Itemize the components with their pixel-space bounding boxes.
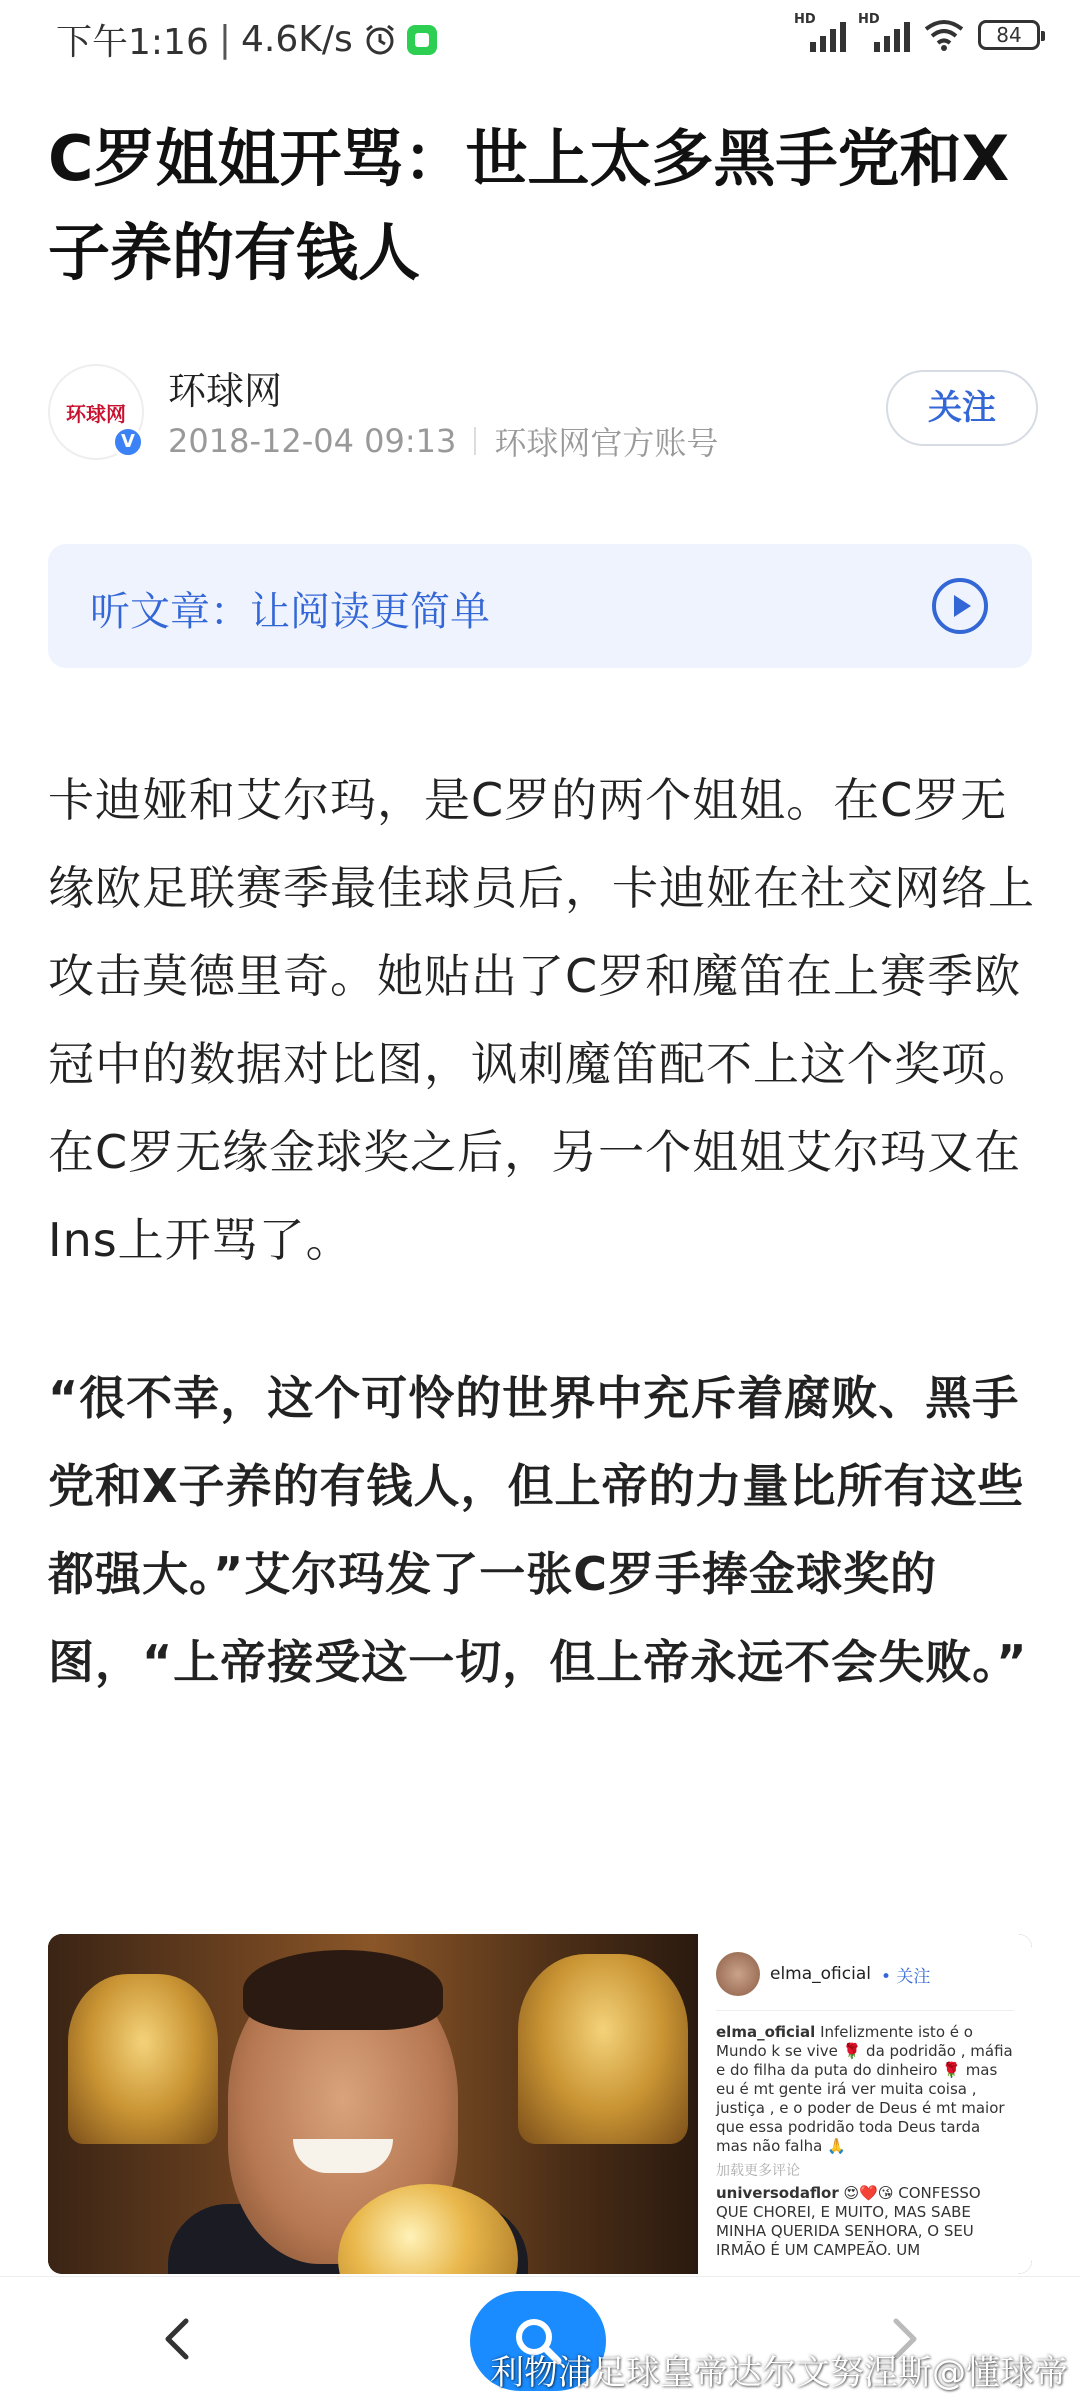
account-type: 环球网官方账号 [494,424,719,462]
article-quote-paragraph: “很不幸，这个可怜的世界中充斥着腐败、黑手党和X子养的有钱人，但上帝的力量比所有这些都强大。”艾尔玛发了一张C罗手捧金球奖的图，“上帝接受这一切，但上帝永远不会失败。” [48,1371,1028,1689]
instagram-avatar [716,1952,760,1996]
wifi-icon [924,19,964,51]
instagram-comment-text: 😍❤️😘 CONFESSO QUE CHOREI, E MUITO, MAS SABE MINHA QUERIDA SENHORA, O SEU IRMÃO É UM CAMPEÃO. UM [716,2184,981,2259]
follow-button[interactable]: 关注 [886,370,1038,446]
instagram-follow: • 关注 [880,1966,931,1987]
app-notification-icon [407,25,437,55]
status-left [56,14,437,65]
hair-shape [243,1950,443,2030]
article-image[interactable] [48,1934,1032,2274]
network-speed: 4.6K/s [240,19,353,60]
publish-date: 2018-12-04 09:13 [168,422,457,460]
status-separator: | [218,19,231,60]
instagram-comment [716,2184,1014,2260]
listen-article-bar[interactable] [48,544,1032,668]
status-bar [0,0,1080,76]
author-name[interactable]: 环球网 [168,369,283,413]
watermark: 利物浦足球皇帝达尔文努涅斯@懂球帝 [490,2353,1068,2393]
ronaldo-photo [48,1934,698,2274]
back-icon[interactable] [150,2311,206,2367]
instagram-post [698,1934,1032,2274]
trophy-shape [518,1954,688,2144]
trophy-shape [68,1974,218,2144]
instagram-username: elma_oficial [770,1964,871,1984]
instagram-header [716,1950,1014,1998]
signal-hd-label: HD [858,12,880,27]
listen-label: 听文章：让阅读更简单 [90,589,490,635]
instagram-comment-user: universodaflor [716,2184,839,2202]
battery-icon: 84 [978,20,1040,50]
instagram-caption-user: elma_oficial [716,2023,816,2041]
author-row [48,360,1038,460]
article-body [48,756,1038,1776]
signal-hd-label: HD [794,12,816,27]
instagram-load-more: 加载更多评论 [716,2163,800,2179]
bottom-navigation [0,2276,1080,2401]
article-paragraph: 卡迪娅和艾尔玛，是C罗的两个姐姐。在C罗无缘欧足联赛季最佳球员后，卡迪娅在社交网络上攻击莫德里奇。她贴出了C罗和魔笛在上赛季欧冠中的数据对比图，讽刺魔笛配不上这个奖项。在C罗无缘金球奖之后，另一个姐姐艾尔玛又在Ins上开骂了。 [48,773,1035,1267]
instagram-caption-text: Infelizmente isto é o Mundo k se vive 🌹 da podridão , máfia e do filha da puta do dinheiro 🌹 mas eu é mt gente irá ver muita coisa , justiça , e o poder de Deus é mt maior que essa podridão toda Deus tarda mas não falha 🙏 [716,2023,1013,2155]
instagram-divider [716,2010,1014,2011]
article-title: C罗姐姐开骂：世上太多黑手党和X子养的有钱人 [48,122,1010,289]
author-meta [168,418,718,464]
alarm-icon [363,23,397,57]
meta-divider [474,427,476,455]
play-icon[interactable] [930,576,990,636]
verified-icon: V [112,426,144,458]
instagram-caption [716,2023,1014,2156]
status-right [794,12,1040,52]
signal-icon [858,12,910,52]
avatar-logo: 环球网 [66,401,126,426]
signal-icon [794,12,846,52]
status-time: 下午1:16 [56,22,209,63]
